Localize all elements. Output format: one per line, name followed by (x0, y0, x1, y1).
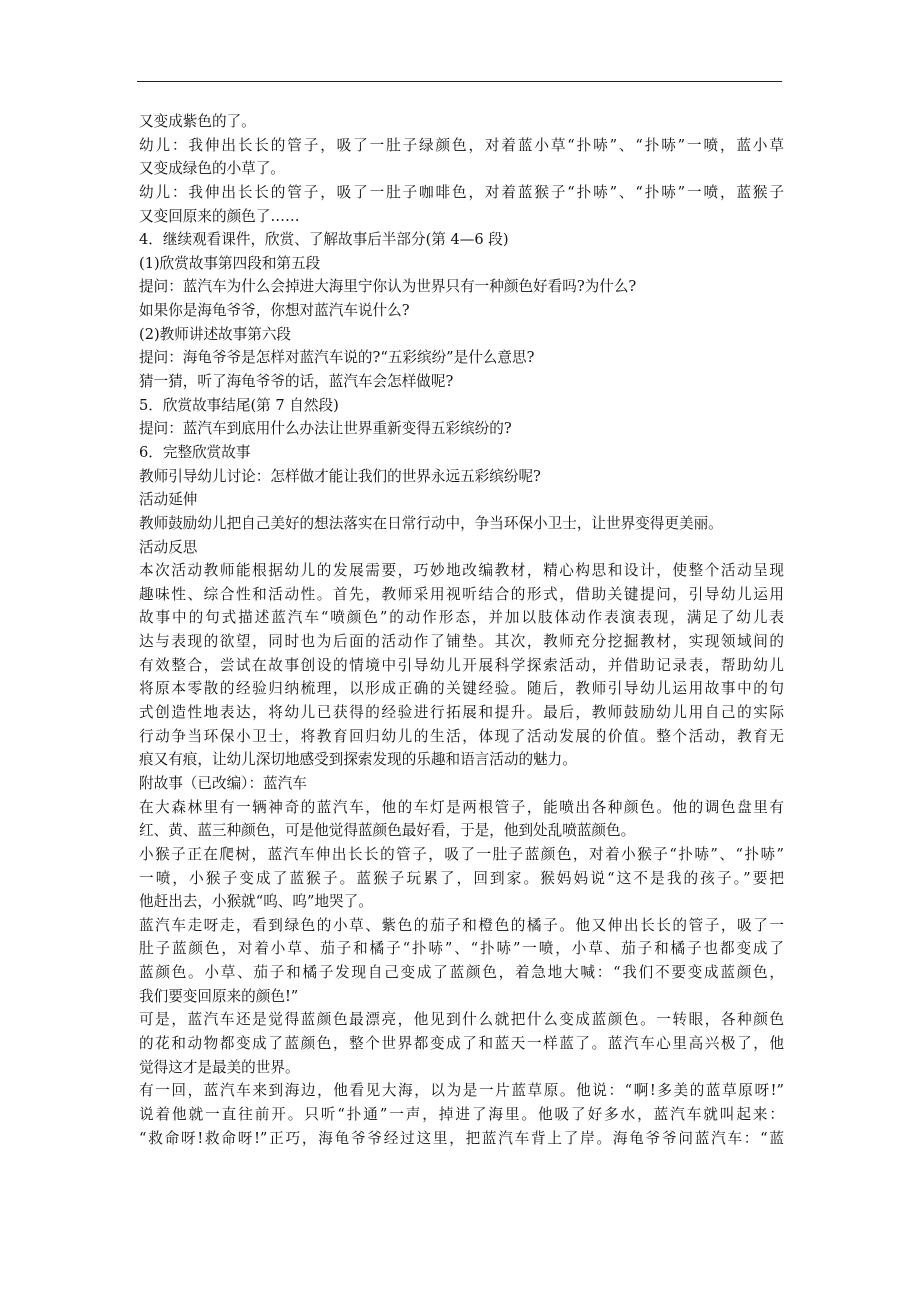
header-rule (137, 81, 782, 82)
text-line: 5．欣赏故事结尾(第 7 自然段) (139, 396, 339, 414)
text-line: 提问：蓝汽车为什么会掉进大海里宁你认为世界只有一种颜色好看吗?为什么? (139, 278, 637, 296)
text-line: (2)教师讲述故事第六段 (139, 325, 292, 343)
text-line: 提问：蓝汽车到底用什么办法让世界重新变得五彩缤纷的? (139, 420, 512, 438)
text-line: 如果你是海龟爷爷，你想对蓝汽车说什么? (139, 302, 410, 320)
text-line: 附故事（已改编）：蓝汽车 (139, 774, 307, 792)
text-line: 有一回，蓝汽车来到海边，他看见大海，以为是一片蓝草原。他说：“啊!多美的蓝草原呀!” (139, 1082, 784, 1100)
text-line: (1)欣赏故事第四段和第五段 (139, 254, 321, 272)
text-line: 式创造性地表达，将幼儿已获得的经验进行拓展和提升。最后，教师鼓励幼儿用自己的实际 (139, 704, 784, 722)
text-line: 的花和动物都变成了蓝颜色，整个世界都变成了和蓝天一样蓝了。蓝汽车心里高兴极了，他 (139, 1034, 784, 1052)
text-line: 提问：海龟爷爷是怎样对蓝汽车说的?“五彩缤纷”是什么意思? (139, 349, 535, 367)
text-line: 他赶出去，小猴就“呜、呜”地哭了。 (139, 893, 373, 911)
text-line: “救命呀!救命呀!”正巧，海龟爷爷经过这里，把蓝汽车背上了岸。海龟爷爷问蓝汽车：“蓝 (139, 1129, 784, 1147)
text-line: 活动延伸 (139, 491, 198, 509)
text-line: 蓝汽车走呀走，看到绿色的小草、紫色的茄子和橙色的橘子。他又伸出长长的管子，吸了一 (139, 916, 784, 934)
text-line: 红、黄、蓝三种颜色，可是他觉得蓝颜色最好看，于是，他到处乱喷蓝颜色。 (139, 822, 636, 840)
text-line: 教师鼓励幼儿把自己美好的想法落实在日常行动中，争当环保小卫士，让世界变得更美丽。 (139, 514, 723, 532)
text-line: 本次活动教师能根据幼儿的发展需要，巧妙地改编教材，精心构思和设计，使整个活动呈现 (139, 562, 784, 580)
text-line: 教师引导幼儿讨论：怎样做才能让我们的世界永远五彩缤纷呢? (139, 467, 541, 485)
text-line: 幼儿：我伸出长长的管子，吸了一肚子绿颜色，对着蓝小草“扑哧”、“扑哧”一喷，蓝小草 (139, 136, 784, 154)
text-line: 小猴子正在爬树，蓝汽车伸出长长的管子，吸了一肚子蓝颜色，对着小猴子“扑哧”、“扑哧” (139, 845, 784, 863)
text-line: 幼儿：我伸出长长的管子，吸了一肚子咖啡色，对着蓝猴子“扑哧”、“扑哧”一喷，蓝猴子 (139, 183, 784, 201)
document-body (139, 110, 784, 1150)
text-line: 活动反思 (139, 538, 198, 556)
text-line: 又变成绿色的小草了。 (139, 160, 285, 178)
text-line: 觉得这才是最美的世界。 (139, 1058, 300, 1076)
text-line: 说着他就一直往前开。只听“扑通”一声，掉进了海里。他吸了好多水，蓝汽车就叫起来： (139, 1105, 784, 1123)
text-line: 一喷，小猴子变成了蓝猴子。蓝猴子玩累了，回到家。猴妈妈说“这不是我的孩子。”要把 (139, 869, 784, 887)
text-line: 将原本零散的经验归纳梳理，以形成正确的关键经验。随后，教师引导幼儿运用故事中的句 (139, 680, 784, 698)
text-line: 肚子蓝颜色，对着小草、茄子和橘子“扑哧”、“扑哧”一喷，小草、茄子和橘子也都变成了 (139, 940, 784, 958)
text-line: 4．继续观看课件，欣赏、了解故事后半部分(第 4—6 段) (139, 231, 509, 249)
text-line: 又变回原来的颜色了…… (139, 207, 300, 225)
text-line: 故事中的句式描述蓝汽车“喷颜色”的动作形态，并加以肢体动作表演表现，满足了幼儿表 (139, 609, 784, 627)
text-line: 猜一猜，听了海龟爷爷的话，蓝汽车会怎样做呢? (139, 373, 454, 391)
text-line: 痕又有痕，让幼儿深切地感受到探索发现的乐趣和语言活动的魅力。 (139, 751, 577, 769)
text-line: 行动争当环保小卫士，将教育回归幼儿的生活，体现了活动发展的价值。整个活动，教育无 (139, 727, 784, 745)
text-line: 达与表现的欲望，同时也为后面的活动作了铺垫。其次，教师充分挖掘教材，实现领域间的 (139, 633, 784, 651)
text-line: 趣味性、综合性和活动性。首先，教师采用视听结合的形式，借助关键提问，引导幼儿运用 (139, 585, 784, 603)
text-line: 又变成紫色的了。 (139, 113, 256, 130)
text-line: 蓝颜色。小草、茄子和橘子发现自己变成了蓝颜色，着急地大喊：“我们不要变成蓝颜色， (139, 964, 784, 982)
text-line: 6．完整欣赏故事 (139, 443, 251, 461)
text-line: 在大森林里有一辆神奇的蓝汽车，他的车灯是两根管子，能喷出各种颜色。他的调色盘里有 (139, 798, 784, 816)
text-line: 可是，蓝汽车还是觉得蓝颜色最漂亮，他见到什么就把什么变成蓝颜色。一转眼，各种颜色 (139, 1011, 784, 1029)
text-line: 我们要变回原来的颜色!” (139, 987, 299, 1005)
text-line: 有效整合，尝试在故事创设的情境中引导幼儿开展科学探索活动，并借助记录表，帮助幼儿 (139, 656, 784, 674)
